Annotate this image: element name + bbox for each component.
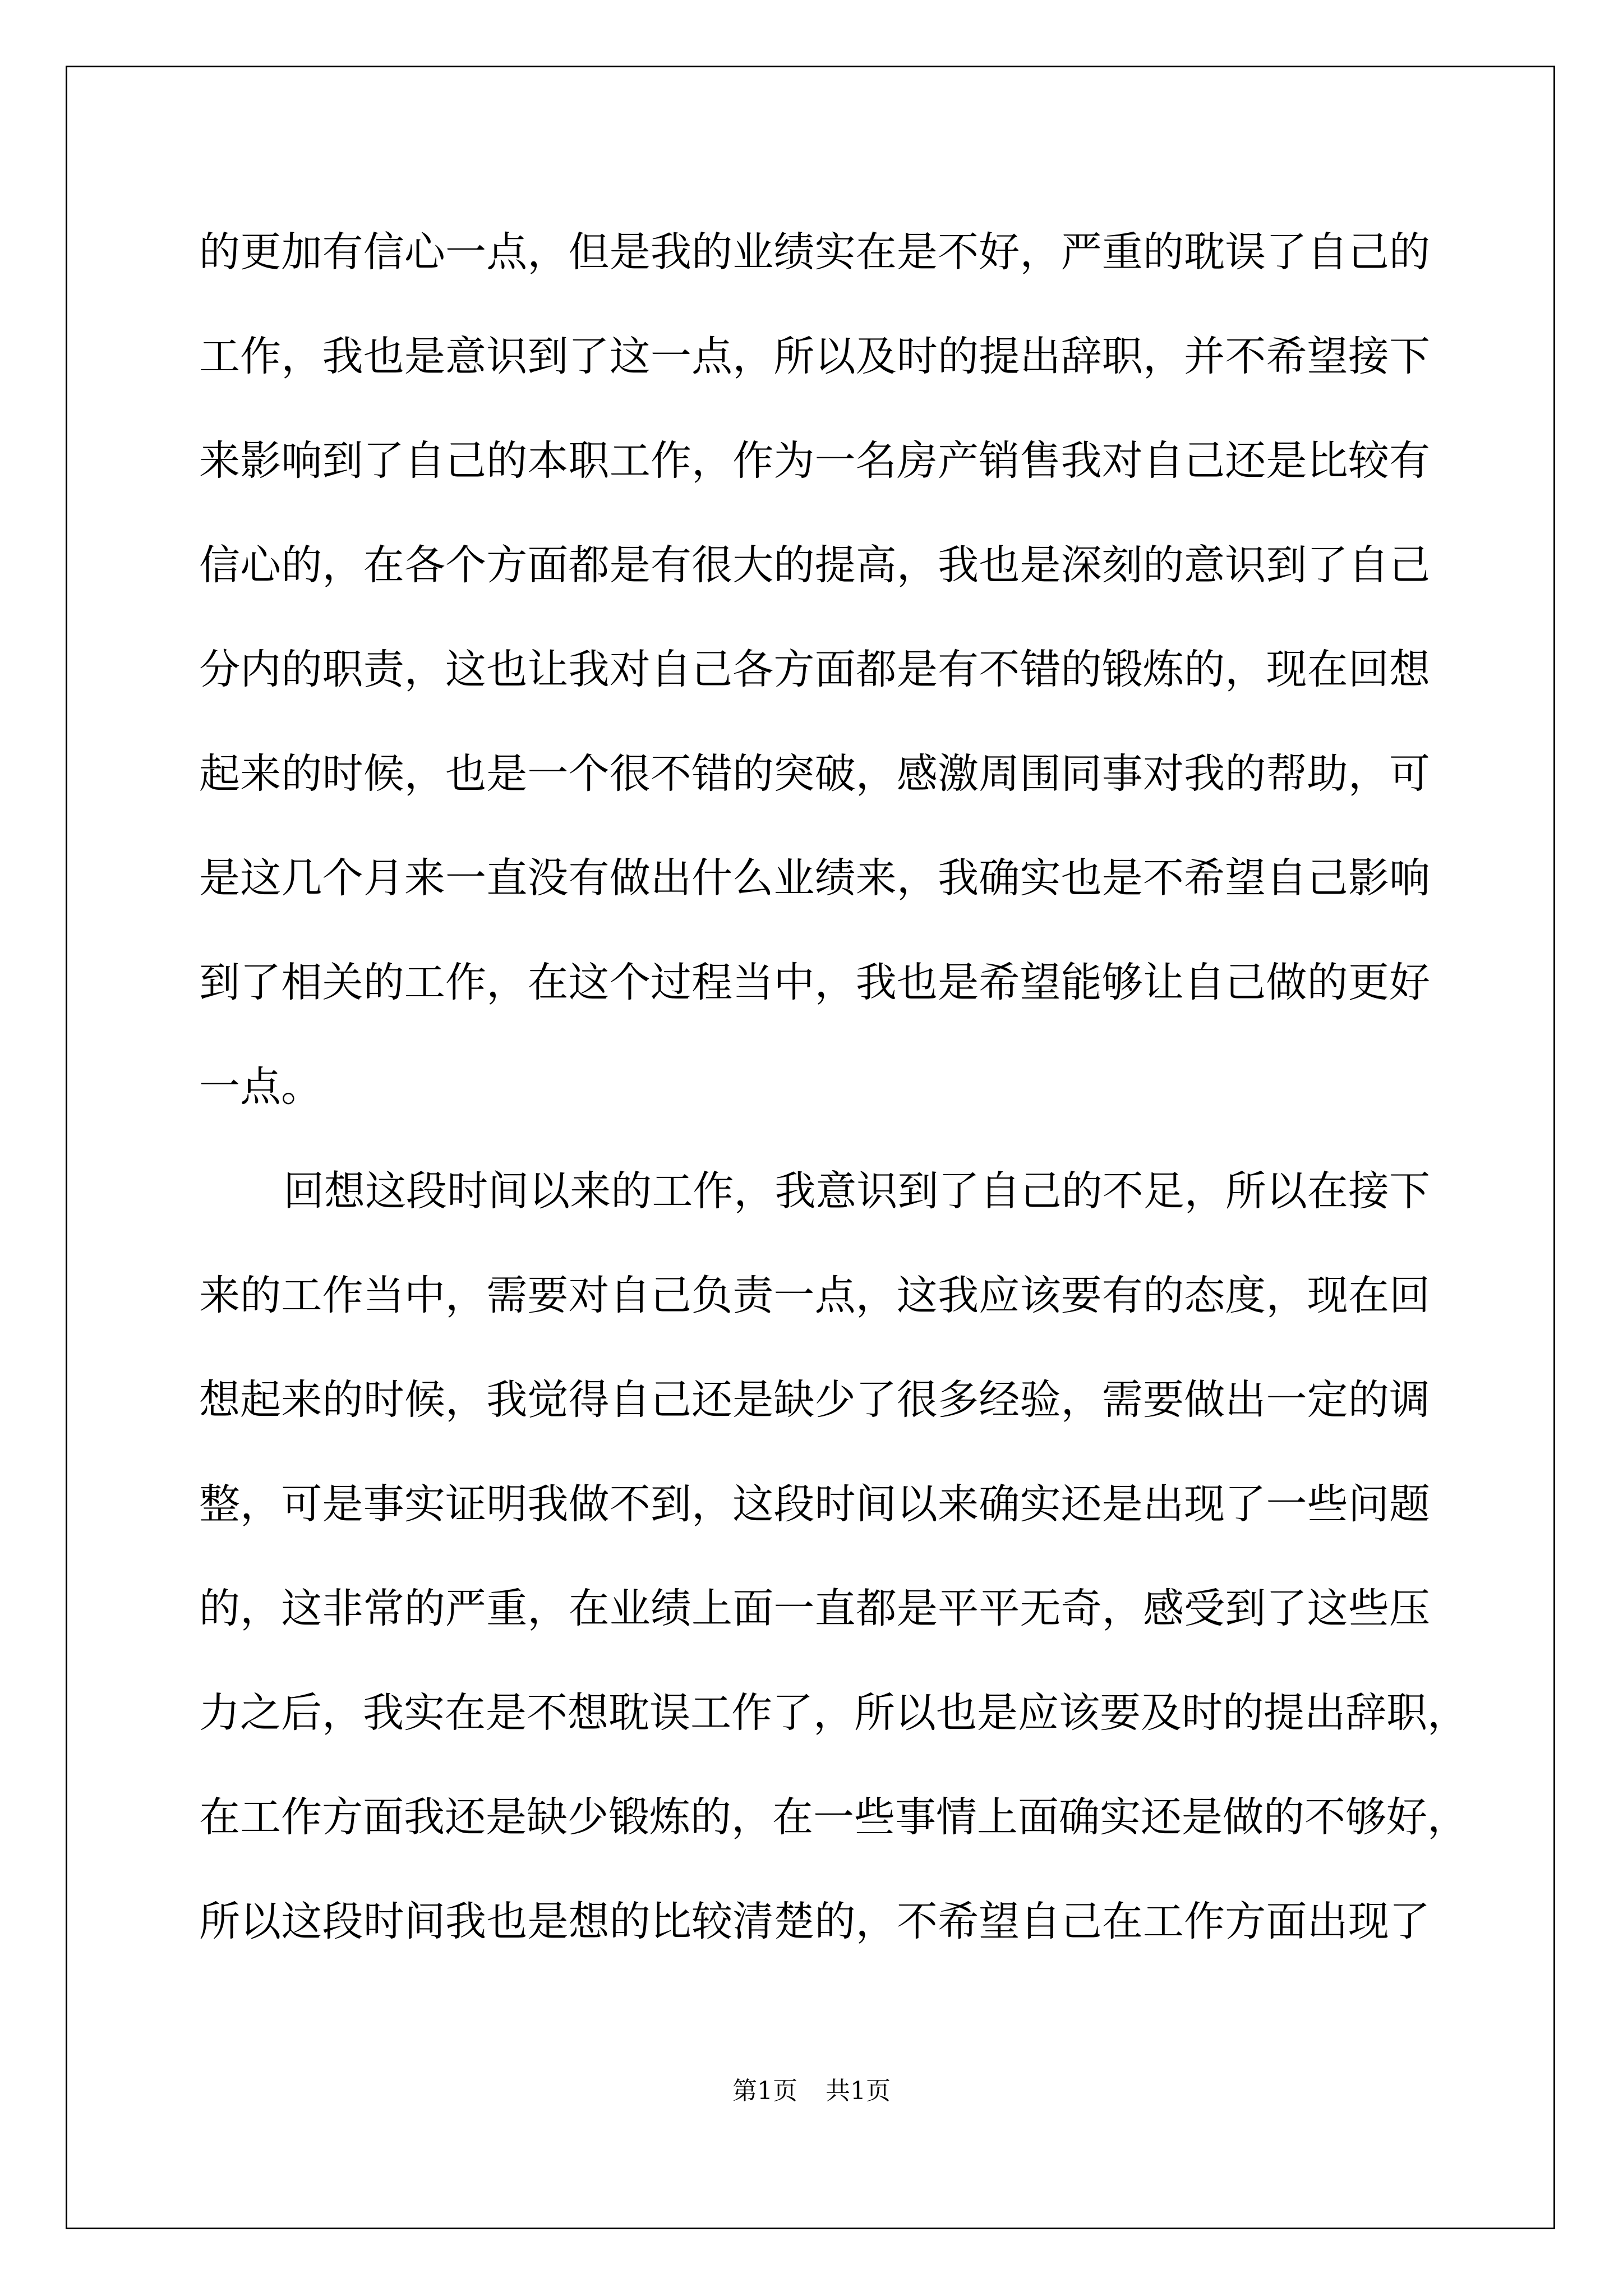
text-line: 是这几个月来一直没有做出什么业绩来，我确实也是不希望自己影响 bbox=[199, 854, 1430, 902]
text-line: 来的工作当中，需要对自己负责一点，这我应该要有的态度，现在回 bbox=[199, 1272, 1430, 1319]
text-line: 回想这段时间以来的工作，我意识到了自己的不足，所以在接下 bbox=[283, 1167, 1430, 1215]
text-line: 来影响到了自己的本职工作，作为一名房产销售我对自己还是比较有 bbox=[199, 437, 1430, 485]
text-line: 工作，我也是意识到了这一点，所以及时的提出辞职，并不希望接下 bbox=[199, 333, 1430, 380]
page-footer bbox=[0, 2074, 1623, 2108]
text-line: 分内的职责，这也让我对自己各方面都是有不错的锻炼的，现在回想 bbox=[199, 646, 1430, 693]
page-total: 共1页 bbox=[826, 2077, 891, 2105]
text-line: 信心的，在各个方面都是有很大的提高，我也是深刻的意识到了自己 bbox=[199, 541, 1430, 589]
page-number: 第1页 bbox=[732, 2077, 797, 2105]
text-line: 整，可是事实证明我做不到，这段时间以来确实还是出现了一些问题 bbox=[199, 1480, 1430, 1528]
text-line: 到了相关的工作，在这个过程当中，我也是希望能够让自己做的更好 bbox=[199, 959, 1430, 1006]
text-line: 的更加有信心一点，但是我的业绩实在是不好，严重的耽误了自己的 bbox=[199, 228, 1430, 276]
text-line: 起来的时候，也是一个很不错的突破，感激周围同事对我的帮助，可 bbox=[199, 750, 1430, 798]
text-line: 在工作方面我还是缺少锻炼的，在一些事情上面确实还是做的不够好， bbox=[199, 1793, 1468, 1841]
text-line: 力之后，我实在是不想耽误工作了，所以也是应该要及时的提出辞职， bbox=[199, 1689, 1468, 1737]
text-line: 一点。 bbox=[199, 1063, 322, 1111]
text-line: 想起来的时候，我觉得自己还是缺少了很多经验，需要做出一定的调 bbox=[199, 1376, 1430, 1424]
text-line: 的，这非常的严重，在业绩上面一直都是平平无奇，感受到了这些压 bbox=[199, 1585, 1430, 1632]
text-line: 所以这段时间我也是想的比较清楚的，不希望自己在工作方面出现了 bbox=[199, 1898, 1430, 1945]
